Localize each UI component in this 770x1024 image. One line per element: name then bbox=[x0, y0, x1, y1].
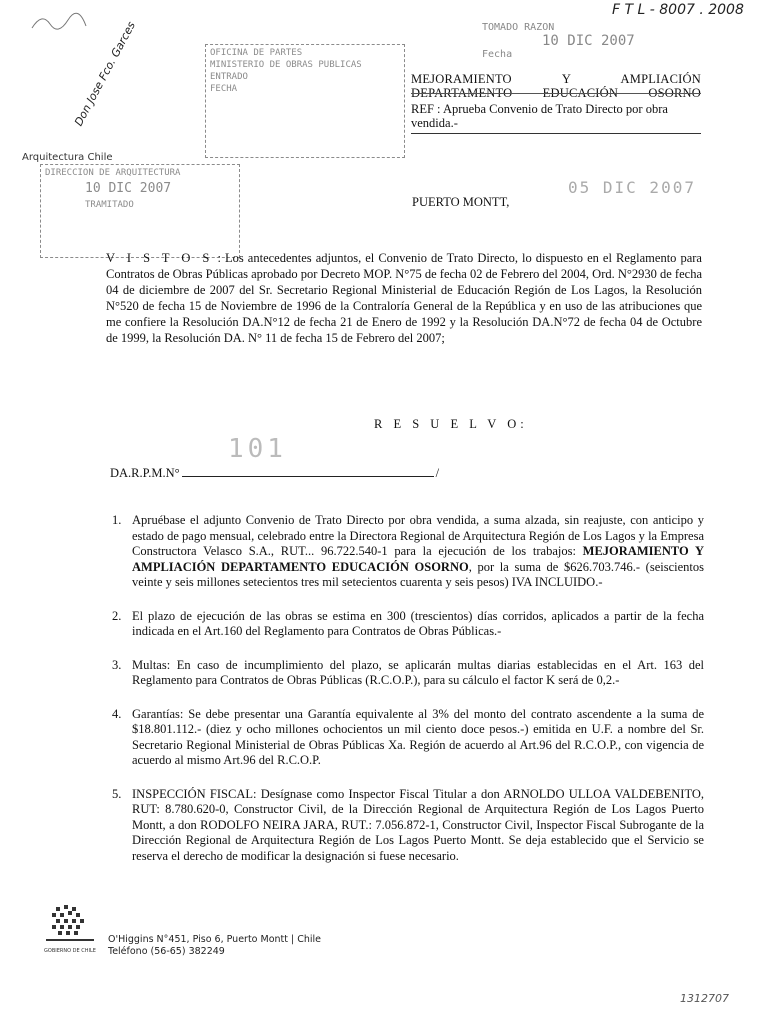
item-text: Multas: En caso de incumplimiento del plazo, se aplicarán multas diarias establecidas en el Art. 163 del Reglamento para Contratos de Obras Públicas (R.C.O.P.), para su cálculo el factor K será de 0,2.- bbox=[132, 657, 704, 687]
stamp-line: TRAMITADO bbox=[85, 200, 134, 210]
resolution-underline bbox=[182, 464, 434, 477]
logo-caption: GOBIERNO DE CHILE bbox=[44, 948, 96, 954]
document-header bbox=[411, 72, 701, 134]
resolution-slash: / bbox=[435, 466, 440, 480]
stamp-line: OFICINA DE PARTES bbox=[210, 48, 303, 58]
stamp-line: MINISTERIO DE OBRAS PUBLICAS bbox=[210, 60, 362, 70]
header-reference: REF : Aprueba Convenio de Trato Directo por obra vendida.- bbox=[411, 102, 668, 130]
item-project-name: MEJORAMIENTO Y AMPLIACIÓN DEPARTAMENTO EDUCACIÓN OSORNO bbox=[132, 544, 704, 574]
header-divider bbox=[411, 133, 701, 134]
footer-phone: Teléfono (56-65) 382249 bbox=[108, 946, 225, 957]
resolution-label: DA.R.P.M.N° bbox=[110, 466, 180, 480]
list-item bbox=[112, 609, 704, 640]
resolution-number-line bbox=[110, 464, 439, 481]
list-item bbox=[112, 658, 704, 689]
received-stamp-label: Fecha bbox=[482, 49, 513, 60]
list-item bbox=[112, 513, 704, 591]
item-text: Garantías: Se debe presentar una Garantía equivalente al 3% del monto del contrato ascendente a la suma de $18.801.112.- (diez y ocho millones ochocientos un mil ciento doce pesos.-) emitida en U.F. a nombre del Sr. Secretario Regional Ministerial de Obras Públicas Xa. Región de acuerdo al Art.96 del R.C.O.P., con vigencia de acuerdo al mismo Art.96 del R.C.O.P. bbox=[132, 706, 704, 767]
item-text: El plazo de ejecución de las obras se estima en 300 (trescientos) días corridos, aplicados a partir de la fecha indicada en el Art.160 del Reglamento para Contratos de Obras Públicas.- bbox=[132, 608, 704, 638]
scribble-mark bbox=[30, 8, 90, 38]
list-item bbox=[112, 707, 704, 769]
office-stamp-left bbox=[40, 164, 240, 258]
bottom-right-handwritten-note: 1312707 bbox=[680, 992, 729, 1005]
item-number: 1. bbox=[112, 513, 122, 527]
top-right-handwritten-note: F T L - 8007 . 2008 bbox=[612, 2, 744, 18]
stamp-line: ENTRADO bbox=[210, 72, 248, 82]
received-stamp-date: 10 DIC 2007 bbox=[542, 33, 635, 49]
city-line: PUERTO MONTT, bbox=[412, 195, 510, 209]
page-footer bbox=[108, 934, 321, 958]
item-text: Apruébase el adjunto Convenio de Trato Directo por obra vendida, a suma alzada, sin reajuste, con anticipo y estado de pago mensual, celebrado entre la Directora Regional de Arquitectura Región de Los Lagos y la Empresa Constructora Velasco S.A., RUT... 96.722.540-1 para la ejecución de los trabajos: bbox=[132, 513, 704, 558]
city-date-stamp: 05 DIC 2007 bbox=[568, 178, 696, 197]
header-title-line1: MEJORAMIENTO Y AMPLIACIÓN bbox=[411, 72, 701, 86]
vistos-text: : Los antecedentes adjuntos, el Convenio de Trato Directo, lo dispuesto en el Reglamento para Contratos de Obras Públicas aprobado por Decreto MOP. N°75 de fecha 02 de Febrero del 2004, Ord. N°2930 de fecha 04 de diciembre de 2007 del Sr. Secretario Regional Ministerial de Educación Región de Los Lagos, la Resolución N°520 de fecha 15 de Noviembre de 1996 de la Contraloría General de la República y en uso de las atribuciones que me confiere la Resolución DA.N°12 de fecha 21 de Enero de 1992 y la Resolución DA.N°72 de fecha 04 de Octubre de 1999, la Resolución DA. N° 11 de fecha 15 de Febrero del 2007; bbox=[106, 251, 702, 345]
footer-address: O'Higgins N°451, Piso 6, Puerto Montt | Chile bbox=[108, 934, 322, 945]
stamp-line: 10 DIC 2007 bbox=[85, 181, 172, 196]
item-text: INSPECCIÓN FISCAL: Desígnase como Inspector Fiscal Titular a don ARNOLDO ULLOA VALDEBENITO, RUT: 8.780.620-0, Constructor Civil, de la Dirección Regional de Arquitectura Región de Los Lagos Puerto Montt, a don RODOLFO NEIRA JARA, RUT.: 7.056.872-1, Constructor Civil, Inspector Fiscal Subrogante de la Dirección Regional de Arquitectura Región de Los Lagos Puerto Montt. Se deja establecido que el Servicio se reserva el derecho de modificar la designación si fuese necesario. bbox=[132, 786, 704, 863]
office-stamp-top bbox=[205, 44, 405, 158]
stamp-line: DIRECCION DE ARQUITECTURA bbox=[45, 168, 181, 178]
left-handwritten-annotation: Don Jose Fco. Garces bbox=[72, 19, 138, 129]
item-number: 4. bbox=[112, 706, 122, 721]
government-logo bbox=[42, 903, 98, 957]
corner-scribble bbox=[30, 8, 90, 43]
resolution-items bbox=[112, 513, 704, 882]
stamp-line: FECHA bbox=[210, 84, 238, 94]
resolution-number-stamp: 101 bbox=[228, 434, 287, 464]
received-stamp bbox=[482, 22, 635, 60]
item-text-cont: , por la suma de $626.703.746.- (seiscientos veinte y seis millones setecientos tres mil setecientos cuarenta y seis pesos) IVA INCLUIDO.- bbox=[132, 559, 704, 589]
item-number: 3. bbox=[112, 657, 122, 672]
header-title-line2: DEPARTAMENTO EDUCACIÓN OSORNO bbox=[411, 86, 701, 100]
left-place-label: Arquitectura Chile bbox=[22, 152, 113, 163]
resuelvo-heading: R E S U E L V O: bbox=[374, 417, 528, 431]
received-stamp-top: TOMADO RAZON bbox=[482, 22, 555, 33]
item-number: 2. bbox=[112, 608, 122, 623]
vistos-keyword: V I S T O S bbox=[106, 251, 214, 265]
item-number: 5. bbox=[112, 786, 122, 801]
vistos-paragraph bbox=[106, 250, 702, 346]
list-item bbox=[112, 787, 704, 865]
